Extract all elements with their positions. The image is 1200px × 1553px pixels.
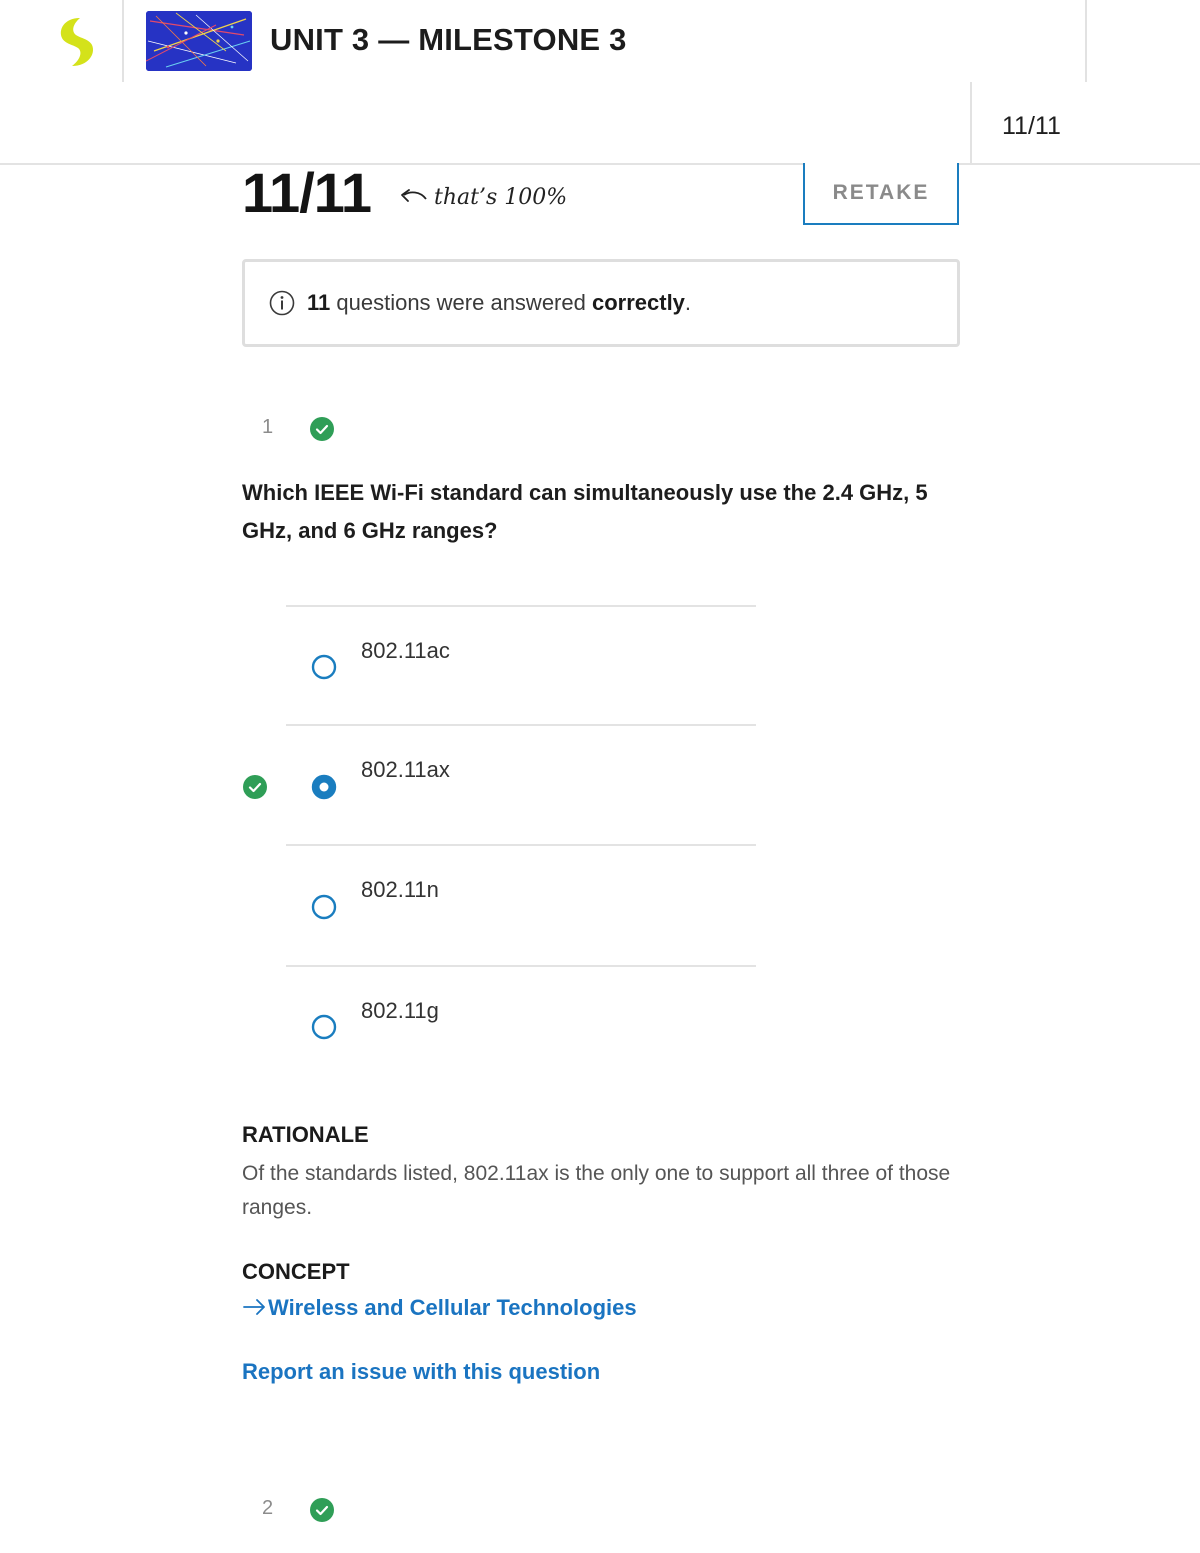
logo-icon [52, 14, 100, 70]
option-radio-2-selected[interactable] [311, 774, 337, 800]
result-info-box [242, 259, 960, 347]
rationale-text: Of the standards listed, 802.11ax is the only one to support all three of those ranges. [242, 1162, 951, 1219]
option-radio-1[interactable] [311, 654, 337, 680]
correct-emphasis: correctly [591, 290, 685, 315]
score-note [398, 185, 567, 210]
unit-title: UNIT 3 — MILESTONE 3 [270, 22, 627, 57]
option-divider [286, 844, 756, 846]
arrow-back-icon [398, 185, 430, 207]
rationale-heading: RATIONALE [242, 1122, 369, 1147]
unit-thumbnail [146, 11, 252, 71]
correct-check-icon [309, 1497, 335, 1523]
option-label-1: 802.11ac [361, 638, 450, 663]
header-divider [122, 0, 124, 82]
info-text: 11 questions were answered correctly. [307, 290, 692, 315]
option-divider [286, 965, 756, 967]
score-summary: 11/11 [1002, 112, 1061, 140]
concept-heading: CONCEPT [242, 1259, 350, 1284]
correct-answer-check-icon [242, 774, 268, 800]
header-bottom-border [0, 163, 1200, 165]
retake-button[interactable]: RETAKE [803, 163, 959, 225]
concept-link[interactable] [242, 1295, 637, 1321]
option-radio-3[interactable] [311, 894, 337, 920]
option-divider [286, 724, 756, 726]
score-note-text: that’s 100% [434, 185, 568, 210]
option-label-2: 802.11ax [361, 757, 450, 782]
question-text: Which IEEE Wi-Fi standard can simultaneously use the 2.4 GHz, 5 GHz, and 6 GHz ranges? [242, 480, 928, 543]
option-label-4: 802.11g [361, 998, 439, 1023]
option-radio-4[interactable] [311, 1014, 337, 1040]
question-number: 2 [262, 1497, 274, 1519]
option-label-3: 802.11n [361, 877, 439, 902]
sophia-logo[interactable] [52, 14, 100, 70]
arrow-right-icon [242, 1297, 268, 1317]
score-value: 11/11 [242, 161, 371, 224]
question-number: 1 [262, 416, 274, 438]
report-issue-link[interactable]: Report an issue with this question [242, 1359, 601, 1384]
correct-check-icon [309, 416, 335, 442]
concept-link-text: Wireless and Cellular Technologies [268, 1295, 637, 1320]
thumbnail-image [146, 11, 252, 71]
score-panel-divider [970, 82, 972, 164]
correct-count: 11 [307, 290, 331, 315]
info-icon [269, 290, 295, 316]
header-divider-right [1085, 0, 1087, 82]
option-divider [286, 605, 756, 607]
